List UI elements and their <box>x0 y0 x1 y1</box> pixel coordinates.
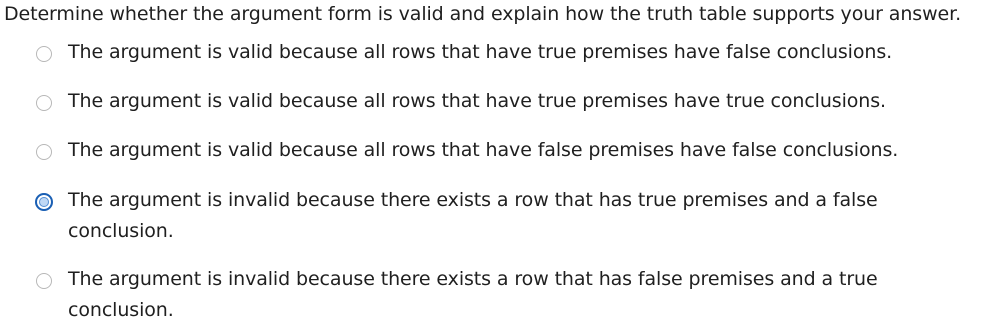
answer-option-d-label[interactable]: The argument is invalid because there exists a row that has true premises and a false conclusion. <box>68 189 878 242</box>
answer-option-d[interactable] <box>36 189 976 247</box>
radio-button-b[interactable] <box>36 95 52 111</box>
radio-button-c[interactable] <box>36 144 52 160</box>
radio-button-e[interactable] <box>36 273 52 289</box>
answer-option-c[interactable] <box>36 139 976 166</box>
answer-option-b-label[interactable]: The argument is valid because all rows that have true premises have true conclusions. <box>68 90 886 112</box>
question-prompt: Determine whether the argument form is valid and explain how the truth table supports your answer. <box>4 3 962 25</box>
answer-option-e-label[interactable]: The argument is invalid because there exists a row that has false premises and a true conclusion. <box>68 268 878 321</box>
answer-option-a-label[interactable]: The argument is valid because all rows that have true premises have false conclusions. <box>68 41 893 63</box>
answer-option-c-label[interactable]: The argument is valid because all rows that have false premises have false conclusions. <box>68 139 899 161</box>
radio-button-d-selected[interactable] <box>35 193 53 211</box>
answer-option-b[interactable] <box>36 90 976 117</box>
answer-option-a[interactable] <box>36 41 976 68</box>
answer-option-e[interactable] <box>36 268 976 326</box>
radio-button-a[interactable] <box>36 46 52 62</box>
